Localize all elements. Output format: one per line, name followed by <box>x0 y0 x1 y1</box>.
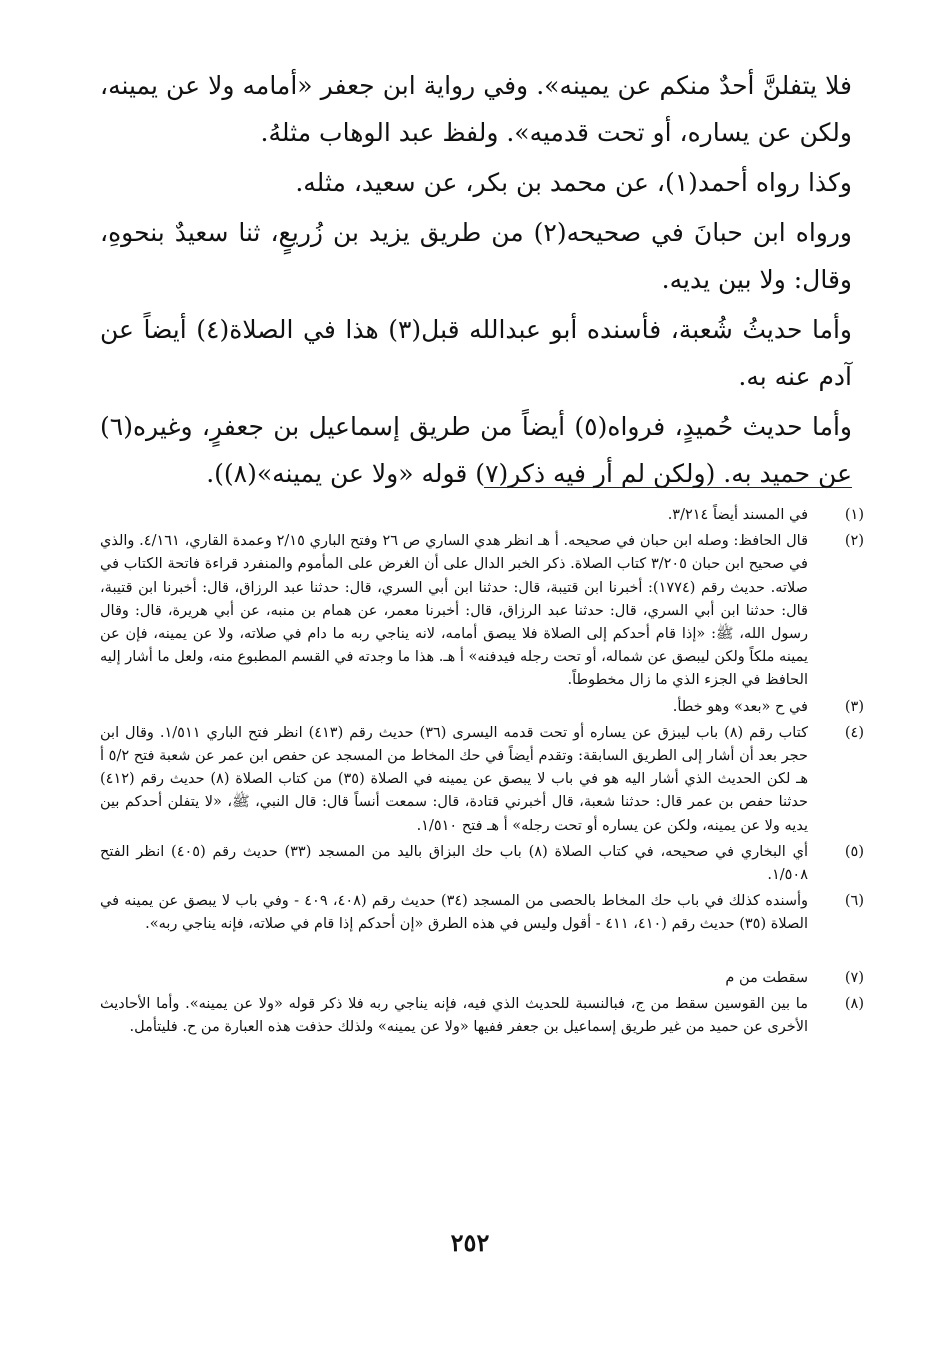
paragraph-3: ورواه ابن حبانَ في صحيحه(٢) من طريق يزيد بن زُريعٍ، ثنا سعيدٌ بنحوهِ، وقال: ولا بين يديه. <box>100 218 852 294</box>
paragraph-1: فلا يتفلنَّ أحدٌ منكم عن يمينه». وفي رواية ابن جعفر «أمامه ولا عن يمينه، ولكن عن يساره، أو تحت قدميه». ولفظ عبد الوهاب مثلهُ. <box>100 71 852 147</box>
footnote-text: قال الحافظ: وصله ابن حبان في صحيحه. أ هـ انظر هدي الساري ص ٢٦ وفتح الباري ٢/١٥ وعمدة القاري، ٤/١٦١. والذي في صحيح ابن حبان ٣/٢٠٥ كتاب الصلاة. ذكر الخبر الدال على أن الغرض على المأموم والمنفرد قراءة فاتحة الكتاب في صلاته. حديث رقم (١٧٧٤): أخبرنا ابن قتيبة، قال: حدثنا ابن أبي السري، قال: حدثنا عبد الرزاق، قال: أخبرنا ابن قتيبة، قال: حدثنا ابن أبي السري، قال: حدثنا عبد الرزاق، قال: أخبرنا معمر، عن همام بن منبه، عن أبي هريرة، قال: وقال رسول الله، ﷺ: «إذا قام أحدكم إلى الصلاة فلا يبصق أمامه، لانه يناجي ربه ما دام في صلاته، ولا عن يمينه، فإن عن يمينه ملكاً ولكن ليبصق عن شماله، أو تحت رجله فيدفنه» أ هـ. هذا ما وجدته في القسم المطبوع منه، ولعل ما أشار إليه الحافظ في الجزء الذي ما زال مخطوطاً. <box>100 533 809 689</box>
page-number: ٢٥٢ <box>450 1228 490 1257</box>
footnote-number: (٤) <box>844 724 864 741</box>
footnote-number: (١) <box>844 507 864 523</box>
footnote <box>100 841 864 887</box>
footnote-number: (٣) <box>844 698 864 715</box>
footnote <box>100 722 864 838</box>
footnote-text: في المسند أيضاً ٣/٢١٤. <box>667 507 808 523</box>
paragraph-4: وأما حديثُ شُعبة، فأسنده أبو عبدالله قبل(٣) هذا في الصلاة(٤) أيضاً عن آدم عنه به. <box>100 315 853 391</box>
footnote <box>100 967 864 990</box>
footnote-text: سقطت من م <box>725 969 808 986</box>
footnote-divider <box>484 487 852 488</box>
paragraph-5: وأما حديث حُميدٍ، فرواه(٥) أيضاً من طريق إسماعيل بن جعفرٍ، وغيره(٦) عن حميد به. (ولكن لم أر فيه ذكر(٧) قوله «ولا عن يمينه»(٨)). <box>100 412 852 488</box>
footnote <box>100 504 864 527</box>
footnote-text: وأسنده كذلك في باب حك المخاط بالحصى من المسجد (٣٤) حديث رقم (٤٠٨، ٤٠٩ - وفي باب لا يبصق عن يمينه في الصلاة (٣٥) حديث رقم (٤١٠، ٤١١ - أقول وليس في هذه الطرق «إن أحدكم إذا قام في صلاته، فإنه يناجي ربه». <box>100 893 808 933</box>
paragraph-2: وكذا رواه أحمد(١)، عن محمد بن بكر، عن سعيد، مثله. <box>295 168 852 197</box>
footnote-text: في ح «بعد» وهو خطأ. <box>672 698 808 715</box>
footnotes <box>100 504 864 1039</box>
footnote-number: (٨) <box>844 995 864 1012</box>
footnote-number: (٥) <box>844 843 864 860</box>
footnote-number: (٦) <box>844 893 864 910</box>
footnote-text: أي البخاري في صحيحه، في كتاب الصلاة (٨) باب حك البزاق باليد من المسجد (٣٣) حديث رقم (٤٠٥) انظر الفتح ١/٥٠٨. <box>100 843 808 884</box>
footnote-number: (٧) <box>844 969 864 986</box>
footnote-number: (٢) <box>844 533 864 550</box>
footnote-text: كتاب رقم (٨) باب ليبزق عن يساره أو تحت قدمه اليسرى (٣٦) حديث رقم (٤١٣) انظر فتح الباري ١/٥١١. وقال ابن حجر بعد أن أشار إلى الطريق السابقة: وتقدم أيضاً في حك المخاط من المسجد عن حفص ابن عمر عن شعبة فتح ٥/٢ أ هـ لكن الحديث الذي أشار اليه هو في باب لا يبصق عن يمينه في الصلاة (٣٥) من كتاب الصلاة (٨) حديث رقم (٤١٢) حدثنا حفص بن عمر قال: حدثنا شعبة، قال أخبرني قتادة، قال: سمعت أنساً قال: قال النبي، ﷺ، «لا يتفلن أحدكم بين يديه ولا عن يمينه، ولكن عن يساره أو تحت رجله» أ هـ فتح ١/٥١٠. <box>100 724 809 834</box>
footnote <box>100 890 864 936</box>
footnote <box>100 530 864 692</box>
main-text <box>100 62 852 497</box>
footnote <box>100 993 864 1039</box>
footnote <box>100 696 864 719</box>
footnote-text: ما بين القوسين سقط من ج، فبالنسبة للحديث الذي فيه، فإنه يناجي ربه فلا ذكر قوله «ولا عن يمينه». وأما الأحاديث الأخرى عن حميد من غير طريق إسماعيل بن جعفر ففيها «ولا عن يمينه» ولذلك حذفت هذه العبارة من ح. فليتأمل. <box>100 995 808 1036</box>
